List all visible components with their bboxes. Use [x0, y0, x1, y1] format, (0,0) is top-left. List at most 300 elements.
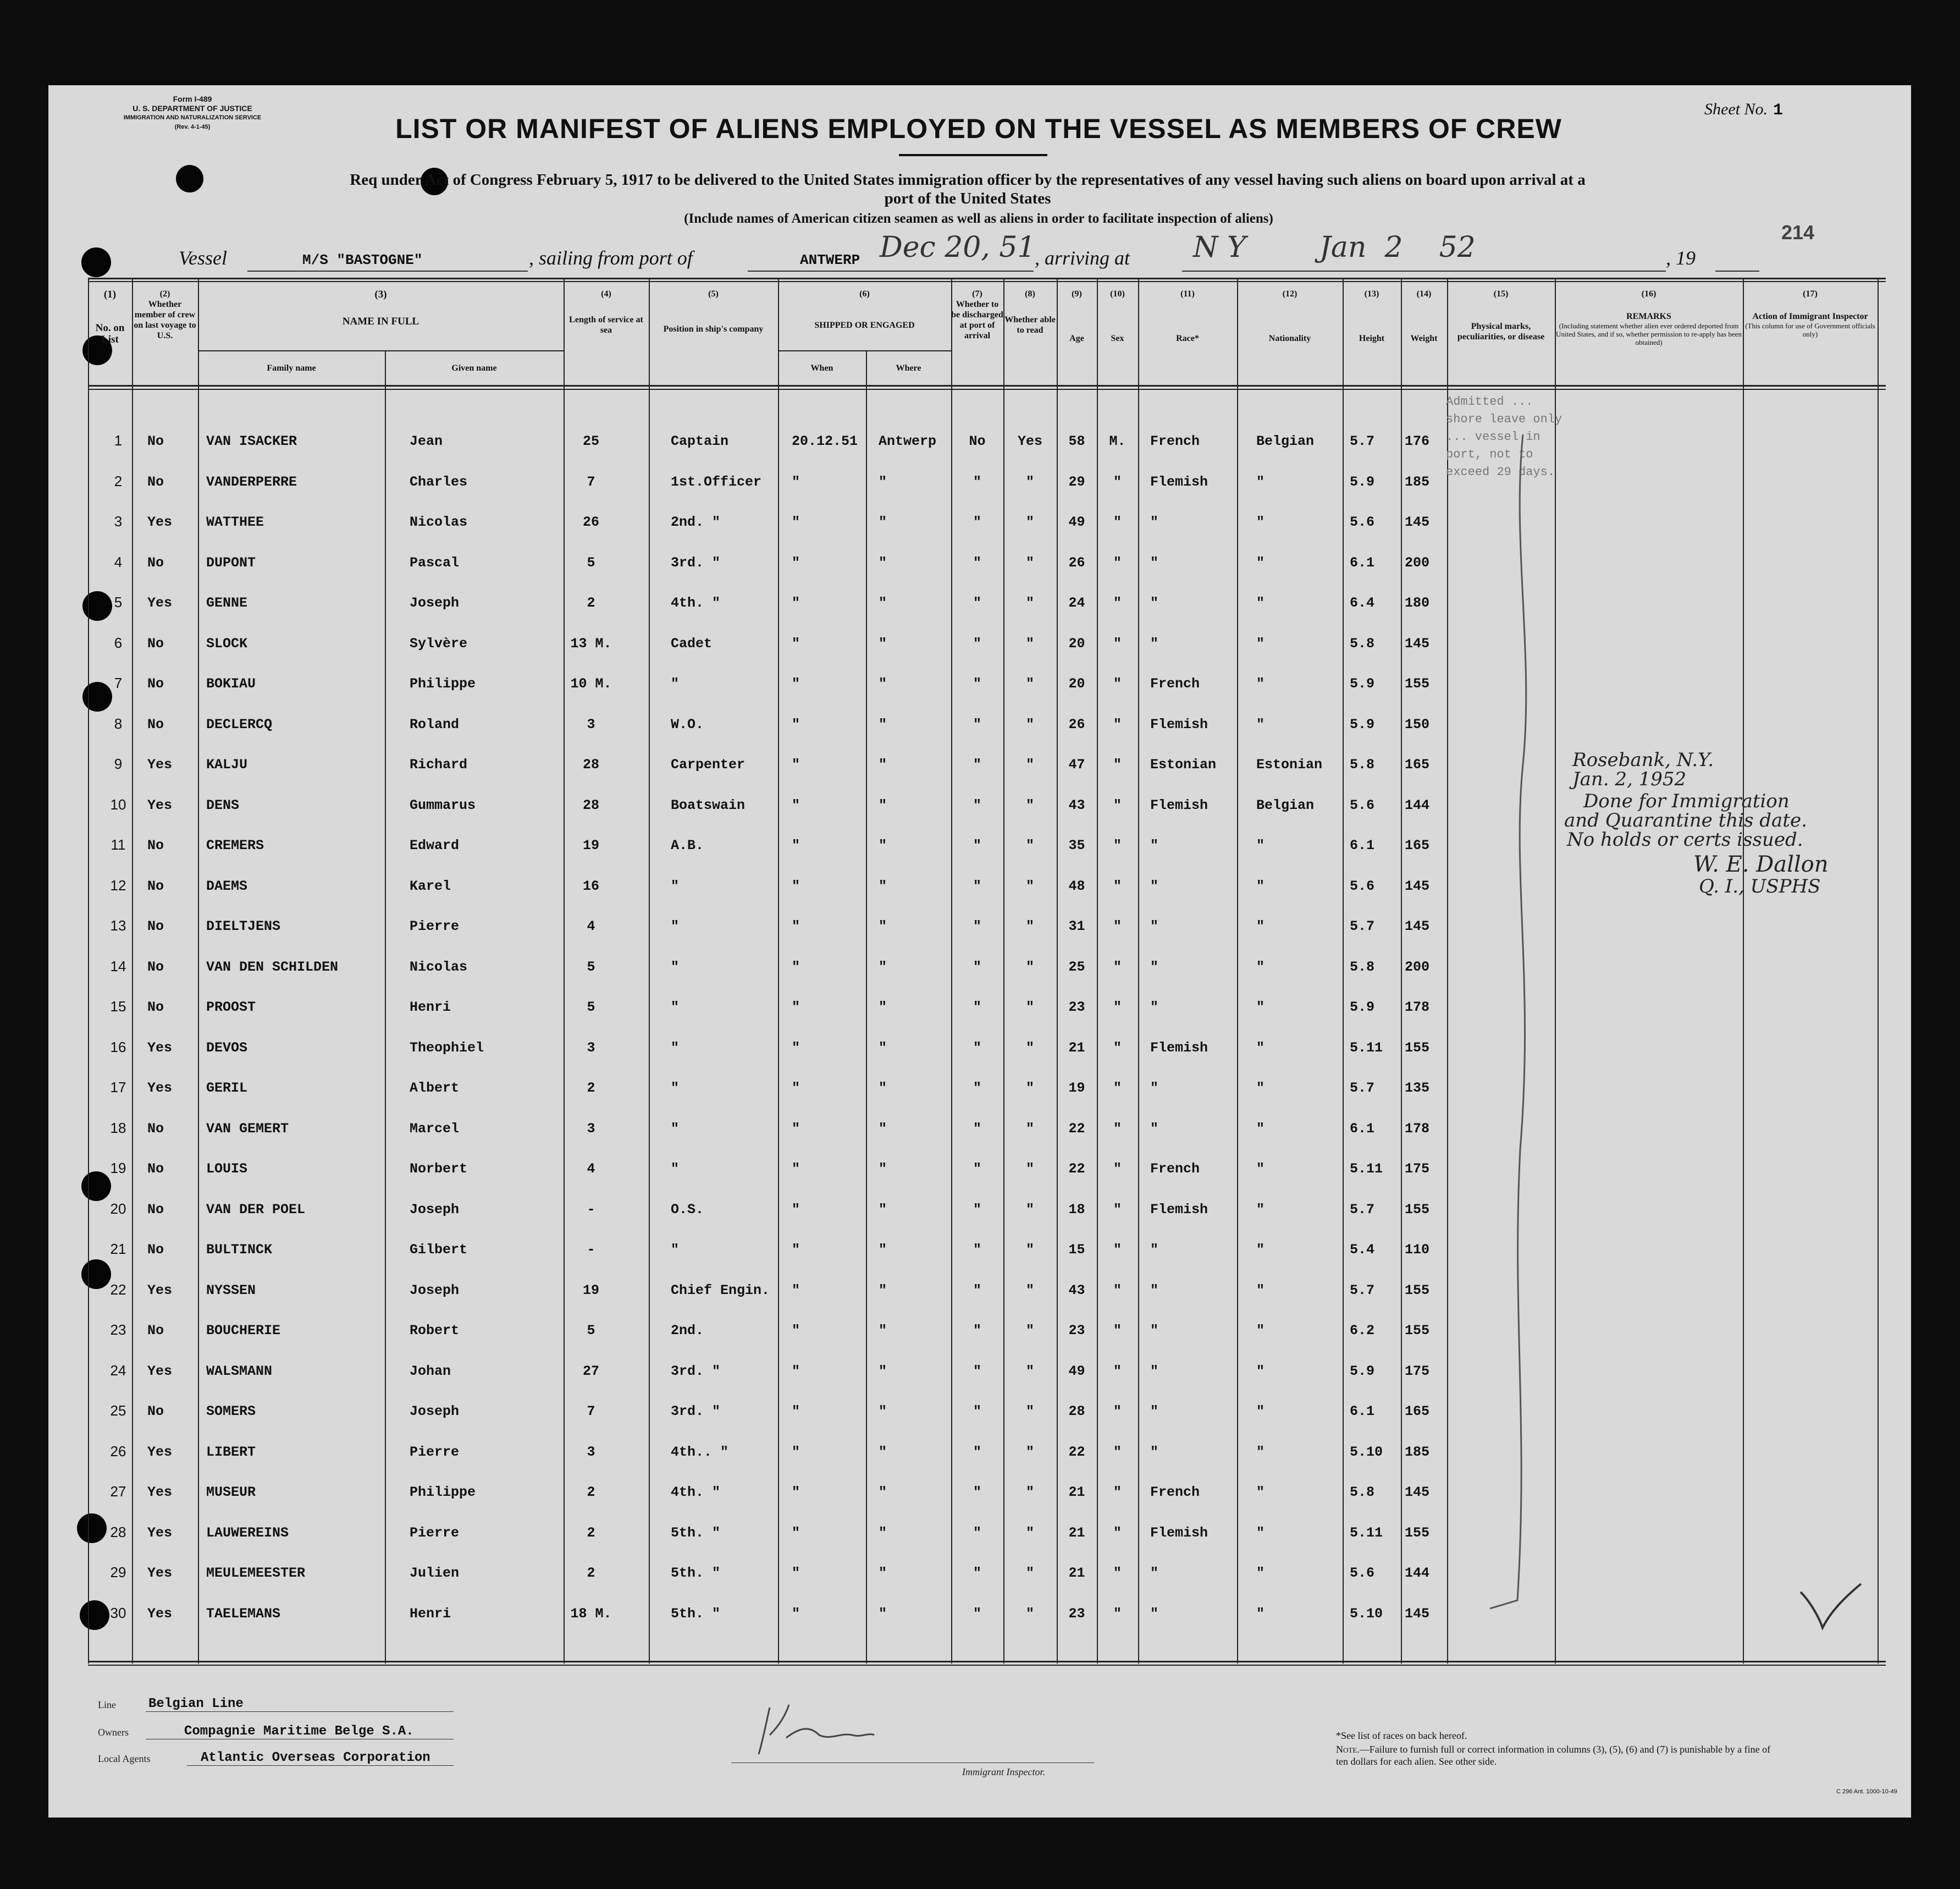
discharged-cell: "	[973, 514, 981, 530]
nationality-cell: "	[1256, 1282, 1265, 1298]
position-cell: 3rd. "	[671, 1363, 721, 1379]
row-number: 9	[114, 756, 123, 772]
position-cell: 5th. "	[671, 1525, 721, 1541]
family-name-cell: DEVOS	[206, 1040, 248, 1056]
race-cell: "	[1150, 1363, 1159, 1379]
service-length-cell: 5	[587, 999, 595, 1015]
age-cell: 21	[1068, 1565, 1085, 1581]
nationality-cell: "	[1256, 1242, 1265, 1258]
row-number: 17	[110, 1079, 126, 1095]
last-voyage-cell: No	[147, 676, 164, 692]
family-name-cell: GENNE	[206, 595, 248, 611]
service-length-cell: 5	[587, 1323, 595, 1339]
able-to-read-cell: "	[1025, 595, 1034, 611]
position-cell: Boatswain	[671, 797, 746, 813]
last-voyage-cell: Yes	[147, 797, 173, 813]
weight-cell: 155	[1405, 1202, 1430, 1218]
able-to-read-cell: "	[1025, 1444, 1034, 1460]
height-cell: 5.9	[1350, 676, 1375, 692]
nationality-cell: "	[1256, 676, 1265, 692]
inspector-signature	[748, 1702, 880, 1763]
able-to-read-cell: "	[1025, 1484, 1034, 1500]
given-name-cell: Richard	[410, 757, 468, 773]
nationality-cell: Belgian	[1256, 797, 1315, 813]
departure-date: Dec 20, 51	[880, 231, 1036, 264]
family-name-cell: VAN GEMERT	[206, 1121, 289, 1137]
row-number: 20	[110, 1200, 126, 1217]
family-name-cell: DIELTJENS	[206, 918, 281, 934]
fine-note: Note.—Failure to furnish full or correct information in columns (3), (5), (6) and (7) is punishable by a fine of ten dollars for each alien. See other side.	[1336, 1744, 1771, 1767]
able-to-read-cell: "	[1025, 838, 1034, 853]
service-length-cell: 16	[582, 878, 599, 894]
shipped-where-cell: "	[879, 1040, 887, 1056]
race-cell: "	[1150, 595, 1159, 611]
last-voyage-cell: No	[147, 1161, 164, 1177]
last-voyage-cell: No	[147, 838, 164, 853]
position-cell: "	[671, 1242, 680, 1258]
sex-cell: "	[1113, 1161, 1122, 1177]
inspector-label: Immigrant Inspector.	[962, 1766, 1045, 1777]
service-length-cell: 10 M.	[570, 676, 612, 692]
position-cell: "	[671, 918, 680, 934]
shipped-when-cell: "	[792, 1323, 800, 1339]
race-cell: "	[1150, 1565, 1159, 1581]
nationality-cell: "	[1256, 1040, 1265, 1056]
family-name-cell: LAUWEREINS	[206, 1525, 289, 1541]
shipped-when-cell: "	[792, 676, 800, 692]
col-11-header: (11) Race*	[1176, 289, 1199, 343]
shipped-when-cell: "	[792, 1444, 800, 1460]
row-number: 6	[114, 635, 123, 651]
age-cell: 26	[1068, 555, 1085, 571]
race-cell: "	[1150, 1242, 1159, 1258]
weight-cell: 185	[1405, 474, 1430, 490]
col-2-header: (2) Whether member of crew on last voyage to U.S.	[134, 289, 196, 340]
position-cell: "	[671, 878, 680, 894]
last-voyage-cell: Yes	[147, 595, 173, 611]
service-length-cell: 4	[587, 1161, 595, 1177]
service-length-cell: 13 M.	[570, 636, 612, 652]
age-cell: 21	[1068, 1484, 1085, 1500]
position-cell: W.O.	[671, 717, 704, 733]
height-cell: 5.7	[1350, 1282, 1375, 1298]
age-cell: 22	[1068, 1121, 1085, 1137]
given-name-cell: Sylvère	[410, 636, 468, 652]
shipped-where-cell: "	[879, 1202, 887, 1218]
age-cell: 43	[1068, 797, 1085, 813]
position-cell: 5th. "	[671, 1606, 721, 1622]
row-number: 21	[110, 1241, 126, 1257]
able-to-read-cell: Yes	[1017, 433, 1042, 449]
nationality-cell: "	[1256, 474, 1265, 490]
col-5-header: (5) Position in ship's company	[663, 289, 764, 334]
shipped-where-cell: "	[879, 717, 887, 733]
discharged-cell: "	[973, 1202, 981, 1218]
discharged-cell: "	[973, 1606, 981, 1622]
sex-cell: "	[1113, 1565, 1122, 1581]
service-length-cell: 5	[587, 555, 595, 571]
family-name-cell: VAN DER POEL	[206, 1202, 306, 1218]
weight-cell: 178	[1405, 999, 1430, 1015]
given-name-cell: Joseph	[410, 595, 460, 611]
last-voyage-cell: Yes	[147, 1565, 173, 1581]
weight-cell: 200	[1405, 959, 1430, 975]
nationality-cell: "	[1256, 1525, 1265, 1541]
race-cell: "	[1150, 918, 1159, 934]
age-cell: 19	[1068, 1080, 1085, 1096]
nationality-cell: "	[1256, 1080, 1265, 1096]
owners-value: Compagnie Maritime Belge S.A.	[184, 1724, 414, 1739]
shipped-when-cell: "	[792, 959, 800, 975]
service-length-cell: 19	[582, 838, 599, 853]
col-6-when-header: When	[810, 364, 833, 373]
height-cell: 5.6	[1350, 878, 1375, 894]
arrival-date: Jan 2 52	[1319, 231, 1476, 264]
family-name-cell: NYSSEN	[206, 1282, 256, 1298]
given-name-cell: Roland	[410, 717, 460, 733]
nationality-cell: "	[1256, 1403, 1265, 1419]
given-name-cell: Robert	[410, 1323, 460, 1339]
weight-cell: 155	[1405, 1040, 1430, 1056]
given-name-cell: Karel	[410, 878, 451, 894]
discharged-cell: "	[973, 1525, 981, 1541]
row-number: 19	[110, 1160, 126, 1176]
family-name-cell: GERIL	[206, 1080, 248, 1096]
sex-cell: "	[1113, 1121, 1122, 1137]
race-cell: French	[1150, 433, 1200, 449]
height-cell: 5.6	[1350, 514, 1375, 530]
col-1-header: (1) No. on List	[95, 289, 125, 345]
height-cell: 5.8	[1350, 636, 1375, 652]
discharged-cell: "	[973, 1323, 981, 1339]
height-cell: 6.1	[1350, 555, 1375, 571]
weight-cell: 175	[1405, 1363, 1430, 1379]
shipped-when-cell: "	[792, 555, 800, 571]
family-name-cell: VAN ISACKER	[206, 433, 297, 449]
age-cell: 47	[1068, 757, 1085, 773]
service-length-cell: 2	[587, 1565, 595, 1581]
sex-cell: "	[1113, 1242, 1122, 1258]
service-length-cell: 4	[587, 918, 595, 934]
given-name-cell: Gilbert	[410, 1242, 468, 1258]
last-voyage-cell: Yes	[147, 1282, 173, 1298]
family-name-cell: KALJU	[206, 757, 248, 773]
given-name-cell: Gummarus	[410, 797, 476, 813]
row-number: 5	[114, 594, 123, 610]
shipped-when-cell: "	[792, 1363, 800, 1379]
weight-cell: 145	[1405, 514, 1430, 530]
nationality-cell: "	[1256, 1323, 1265, 1339]
row-number: 12	[110, 877, 126, 894]
race-cell: "	[1150, 636, 1159, 652]
shipped-when-cell: "	[792, 757, 800, 773]
discharged-cell: "	[973, 636, 981, 652]
service-length-cell: 2	[587, 1080, 595, 1096]
service-length-cell: 2	[587, 1525, 595, 1541]
row-number: 24	[110, 1362, 126, 1379]
row-number: 14	[110, 958, 126, 974]
shipped-when-cell: "	[792, 1121, 800, 1137]
shipped-when-cell: "	[792, 1040, 800, 1056]
given-name-cell: Nicolas	[410, 959, 468, 975]
sailing-label: , sailing from port of	[529, 247, 693, 269]
last-voyage-cell: Yes	[147, 1040, 173, 1056]
nationality-cell: "	[1256, 838, 1265, 853]
remark-title: Q. I., USPHS	[1699, 875, 1821, 897]
position-cell: Carpenter	[671, 757, 746, 773]
print-code: C 296 Ant. 1000-10-49	[1836, 1788, 1897, 1795]
age-cell: 26	[1068, 717, 1085, 733]
age-cell: 48	[1068, 878, 1085, 894]
service-length-cell: 28	[582, 797, 599, 813]
position-cell: "	[671, 1161, 680, 1177]
last-voyage-cell: Yes	[147, 1444, 173, 1460]
nationality-cell: "	[1256, 878, 1265, 894]
able-to-read-cell: "	[1025, 1121, 1034, 1137]
shipped-where-cell: "	[879, 1161, 887, 1177]
able-to-read-cell: "	[1025, 959, 1034, 975]
discharged-cell: "	[973, 959, 981, 975]
last-voyage-cell: No	[147, 959, 164, 975]
last-voyage-cell: Yes	[147, 1525, 173, 1541]
discharged-cell: "	[973, 1080, 981, 1096]
shipped-where-cell: "	[879, 1121, 887, 1137]
age-cell: 31	[1068, 918, 1085, 934]
sex-cell: M.	[1109, 433, 1126, 449]
height-cell: 5.10	[1350, 1606, 1383, 1622]
weight-cell: 145	[1405, 1606, 1430, 1622]
vessel-underline	[247, 271, 528, 272]
discharged-cell: No	[969, 433, 986, 449]
discharged-cell: "	[973, 797, 981, 813]
race-cell: "	[1150, 1080, 1159, 1096]
nationality-cell: "	[1256, 1444, 1265, 1460]
given-name-cell: Norbert	[410, 1161, 468, 1177]
shipped-when-cell: "	[792, 1282, 800, 1298]
col-4-header: (4) Length of service at sea	[569, 289, 643, 335]
weight-cell: 165	[1405, 1403, 1430, 1419]
given-name-cell: Henri	[410, 1606, 451, 1622]
port-underline	[748, 271, 1034, 272]
position-cell: "	[671, 999, 680, 1015]
shipped-where-cell: "	[879, 474, 887, 490]
discharged-cell: "	[973, 1282, 981, 1298]
sex-cell: "	[1113, 1525, 1122, 1541]
shipped-where-cell: "	[879, 918, 887, 934]
able-to-read-cell: "	[1025, 514, 1034, 530]
height-cell: 5.8	[1350, 1484, 1375, 1500]
sex-cell: "	[1113, 797, 1122, 813]
shipped-when-cell: "	[792, 595, 800, 611]
weight-cell: 180	[1405, 595, 1430, 611]
able-to-read-cell: "	[1025, 555, 1034, 571]
agents-value: Atlantic Overseas Corporation	[201, 1750, 430, 1765]
shipped-where-cell: "	[879, 676, 887, 692]
shipped-where-cell: "	[879, 797, 887, 813]
sex-cell: "	[1113, 717, 1122, 733]
family-name-cell: MUSEUR	[206, 1484, 256, 1500]
weight-cell: 145	[1405, 918, 1430, 934]
height-cell: 5.7	[1350, 918, 1375, 934]
col-3-given-header: Given name	[451, 364, 497, 373]
sex-cell: "	[1113, 1040, 1122, 1056]
age-cell: 20	[1068, 636, 1085, 652]
last-voyage-cell: No	[147, 1323, 164, 1339]
family-name-cell: LIBERT	[206, 1444, 256, 1460]
nationality-cell: "	[1256, 595, 1265, 611]
age-cell: 43	[1068, 1282, 1085, 1298]
last-voyage-cell: No	[147, 1403, 164, 1419]
discharged-cell: "	[973, 474, 981, 490]
position-cell: O.S.	[671, 1202, 704, 1218]
shipped-where-cell: "	[879, 1565, 887, 1581]
discharged-cell: "	[973, 918, 981, 934]
shipped-when-cell: 20.12.51	[792, 433, 858, 449]
row-number: 22	[110, 1281, 126, 1298]
weight-cell: 178	[1405, 1121, 1430, 1137]
weight-cell: 175	[1405, 1161, 1430, 1177]
family-name-cell: DECLERCQ	[206, 717, 273, 733]
family-name-cell: VANDERPERRE	[206, 474, 297, 490]
nationality-cell: "	[1256, 1606, 1265, 1622]
discharged-cell: "	[973, 757, 981, 773]
given-name-cell: Pierre	[410, 1444, 460, 1460]
race-cell: Estonian	[1150, 757, 1217, 773]
last-voyage-cell: No	[147, 918, 164, 934]
shipped-where-cell: "	[879, 1484, 887, 1500]
service-length-cell: 7	[587, 1403, 595, 1419]
discharged-cell: "	[973, 999, 981, 1015]
shipped-when-cell: "	[792, 1161, 800, 1177]
weight-cell: 200	[1405, 555, 1430, 571]
nationality-cell: "	[1256, 1363, 1265, 1379]
sex-cell: "	[1113, 1403, 1122, 1419]
shipped-where-cell: "	[879, 1282, 887, 1298]
last-voyage-cell: No	[147, 474, 164, 490]
shipped-when-cell: "	[792, 918, 800, 934]
service-length-cell: -	[587, 1202, 595, 1218]
row-number: 28	[110, 1524, 126, 1540]
year-underline	[1715, 271, 1759, 272]
shipped-when-cell: "	[792, 1565, 800, 1581]
race-cell: "	[1150, 838, 1159, 853]
family-name-cell: DAEMS	[206, 878, 248, 894]
race-cell: "	[1150, 999, 1159, 1015]
weight-cell: 185	[1405, 1444, 1430, 1460]
position-cell: "	[671, 1121, 680, 1137]
nationality-cell: "	[1256, 555, 1265, 571]
sex-cell: "	[1113, 999, 1122, 1015]
given-name-cell: Pascal	[410, 555, 460, 571]
ditto-wave-line	[1473, 434, 1539, 1611]
punch-hole	[81, 247, 111, 277]
shipped-when-cell: "	[792, 878, 800, 894]
sex-cell: "	[1113, 1444, 1122, 1460]
discharged-cell: "	[973, 717, 981, 733]
family-name-cell: TAELEMANS	[206, 1606, 281, 1622]
height-cell: 5.11	[1350, 1040, 1383, 1056]
arrival-port: N Y	[1193, 231, 1246, 264]
able-to-read-cell: "	[1025, 1606, 1034, 1622]
sex-cell: "	[1113, 514, 1122, 530]
remark-line: and Quarantine this date.	[1564, 809, 1807, 831]
row-number: 29	[110, 1564, 126, 1580]
shipped-when-cell: "	[792, 636, 800, 652]
last-voyage-cell: Yes	[147, 1080, 173, 1096]
sex-cell: "	[1113, 1202, 1122, 1218]
race-cell: "	[1150, 555, 1159, 571]
weight-cell: 155	[1405, 1323, 1430, 1339]
service-length-cell: 19	[582, 1282, 599, 1298]
able-to-read-cell: "	[1025, 717, 1034, 733]
age-cell: 22	[1068, 1444, 1085, 1460]
col-15-header: (15) Physical marks, peculiarities, or disease	[1457, 289, 1545, 342]
shipped-where-cell: "	[879, 1444, 887, 1460]
last-voyage-cell: No	[147, 636, 164, 652]
col-3-header: (3) NAME IN FULL	[342, 289, 419, 327]
height-cell: 5.10	[1350, 1444, 1383, 1460]
family-name-cell: PROOST	[206, 999, 256, 1015]
given-name-cell: Charles	[410, 474, 468, 490]
given-name-cell: Philippe	[410, 676, 476, 692]
sex-cell: "	[1113, 1282, 1122, 1298]
age-cell: 25	[1068, 959, 1085, 975]
line-label: Line	[98, 1699, 116, 1710]
shipped-when-cell: "	[792, 1525, 800, 1541]
nationality-cell: "	[1256, 918, 1265, 934]
shipped-when-cell: "	[792, 1484, 800, 1500]
age-cell: 23	[1068, 1606, 1085, 1622]
last-voyage-cell: No	[147, 878, 164, 894]
age-cell: 24	[1068, 595, 1085, 611]
weight-cell: 145	[1405, 878, 1430, 894]
col-14-header: (14) Weight	[1410, 289, 1438, 343]
remark-line: No holds or certs issued.	[1567, 829, 1803, 851]
agents-label: Local Agents	[98, 1753, 151, 1764]
weight-cell: 144	[1405, 797, 1430, 813]
able-to-read-cell: "	[1025, 1080, 1034, 1096]
sex-cell: "	[1113, 595, 1122, 611]
height-cell: 5.7	[1350, 1080, 1375, 1096]
position-cell: Captain	[671, 433, 729, 449]
given-name-cell: Johan	[410, 1363, 451, 1379]
shipped-where-cell: "	[879, 1242, 887, 1258]
height-cell: 5.9	[1350, 717, 1375, 733]
able-to-read-cell: "	[1025, 1323, 1034, 1339]
position-cell: "	[671, 676, 680, 692]
nationality-cell: "	[1256, 1484, 1265, 1500]
nationality-cell: Belgian	[1256, 433, 1315, 449]
sex-cell: "	[1113, 878, 1122, 894]
row-number: 10	[110, 796, 126, 813]
given-name-cell: Joseph	[410, 1282, 460, 1298]
given-name-cell: Pierre	[410, 1525, 460, 1541]
nationality-cell: "	[1256, 1161, 1265, 1177]
row-number: 8	[114, 715, 123, 732]
race-cell: Flemish	[1150, 797, 1208, 813]
col-3-family-header: Family name	[267, 364, 316, 373]
discharged-cell: "	[973, 1121, 981, 1137]
row-number: 2	[114, 473, 123, 489]
owners-label: Owners	[98, 1727, 129, 1738]
height-cell: 5.9	[1350, 999, 1375, 1015]
remark-line: Done for Immigration	[1583, 790, 1790, 812]
position-cell: 2nd.	[671, 1323, 704, 1339]
col-6-header: (6) SHIPPED OR ENGAGED	[814, 289, 915, 330]
race-cell: "	[1150, 1121, 1159, 1137]
physical-marks-note: Admitted ... shore leave only ... vessel in port, not to exceed 29 days.	[1446, 395, 1563, 479]
shipped-when-cell: "	[792, 1403, 800, 1419]
